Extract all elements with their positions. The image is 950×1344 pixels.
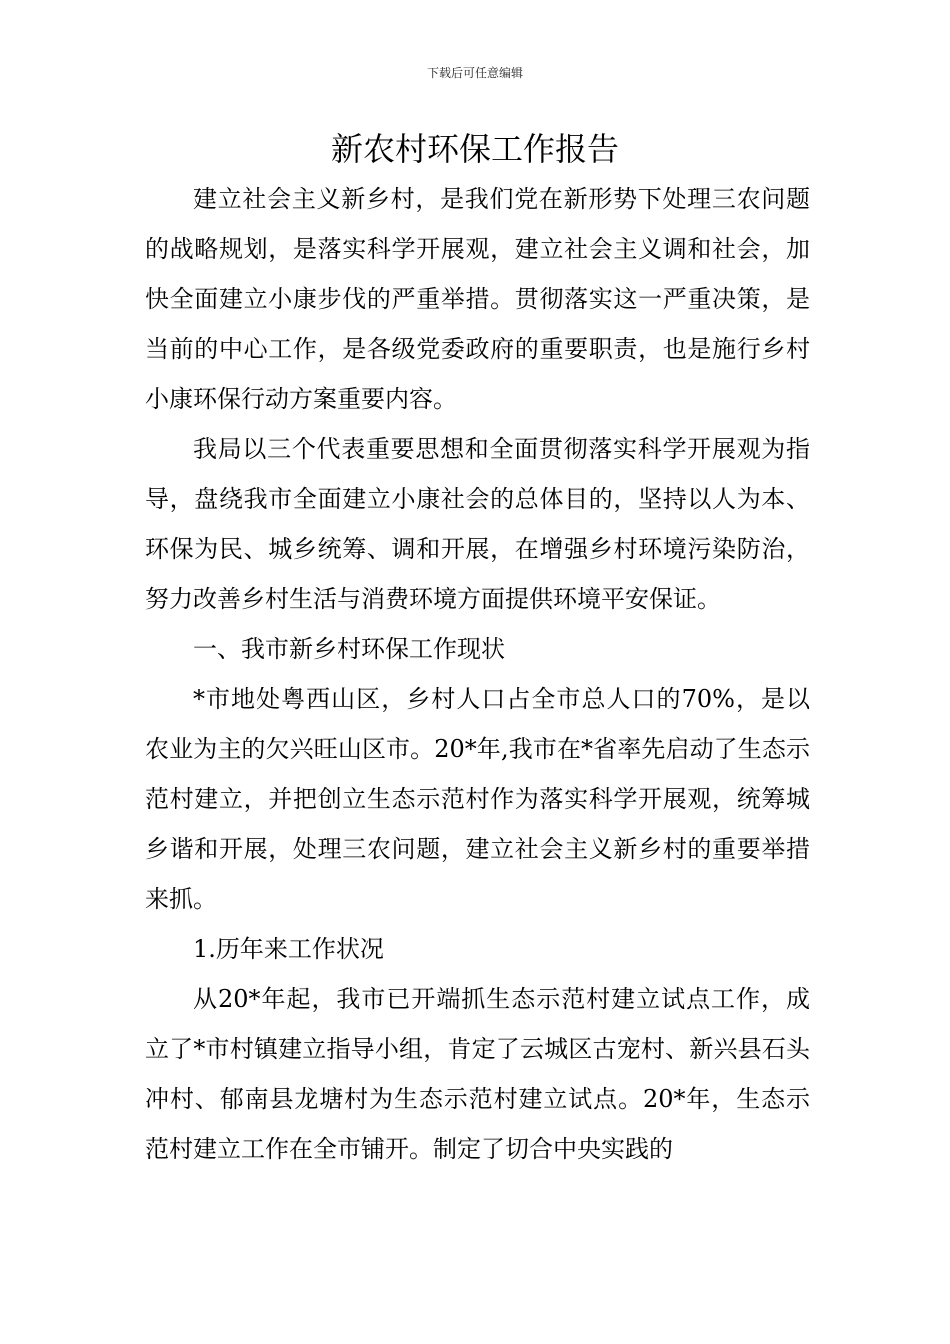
section-heading-status: 一、我市新乡村环保工作现状 [193,635,505,663]
paragraph-intro: 建立社会主义新乡村，是我们党在新形势下处理三农问题的战略规划，是落实科学开展观，建立社会主义调和社会，加快全面建立小康步伐的严重举措。贯彻落实这一严重决策，是当前的中心工作，是各级党委政府的重要职责，也是施行乡村小康环保行动方案重要内容。 [145,185,810,413]
paragraph-history: 从20*年起，我市已开端抓生态示范村建立试点工作，成立了*市村镇建立指导小组，肯定了云城区古宠村、新兴县石头冲村、郁南县龙塘村为生态示范村建立试点。20*年，生态示范村建立工作在全市铺开。制定了切合中央实践的 [145,985,810,1163]
header-note: 下载后可任意编辑 [426,66,523,80]
paragraph-city-overview: *市地处粤西山区，乡村人口占全市总人口的70%，是以农业为主的欠兴旺山区市。20*年,我市在*省率先启动了生态示范村建立，并把创立生态示范村作为落实科学开展观，统筹城乡谐和开展，处理三农问题，建立社会主义新乡村的重要举措来抓。 [145,685,810,913]
document-title: 新农村环保工作报告 [330,130,619,168]
document-body [145,174,810,1174]
paragraph-guidance: 我局以三个代表重要思想和全面贯彻落实科学开展观为指导，盘绕我市全面建立小康社会的总体目的，坚持以人为本、环保为民、城乡统筹、调和开展，在增强乡村环境污染防治，努力改善乡村生活与消费环境方面提供环境平安保证。 [145,435,810,613]
subsection-heading-history: 1.历年来工作状况 [193,935,384,963]
